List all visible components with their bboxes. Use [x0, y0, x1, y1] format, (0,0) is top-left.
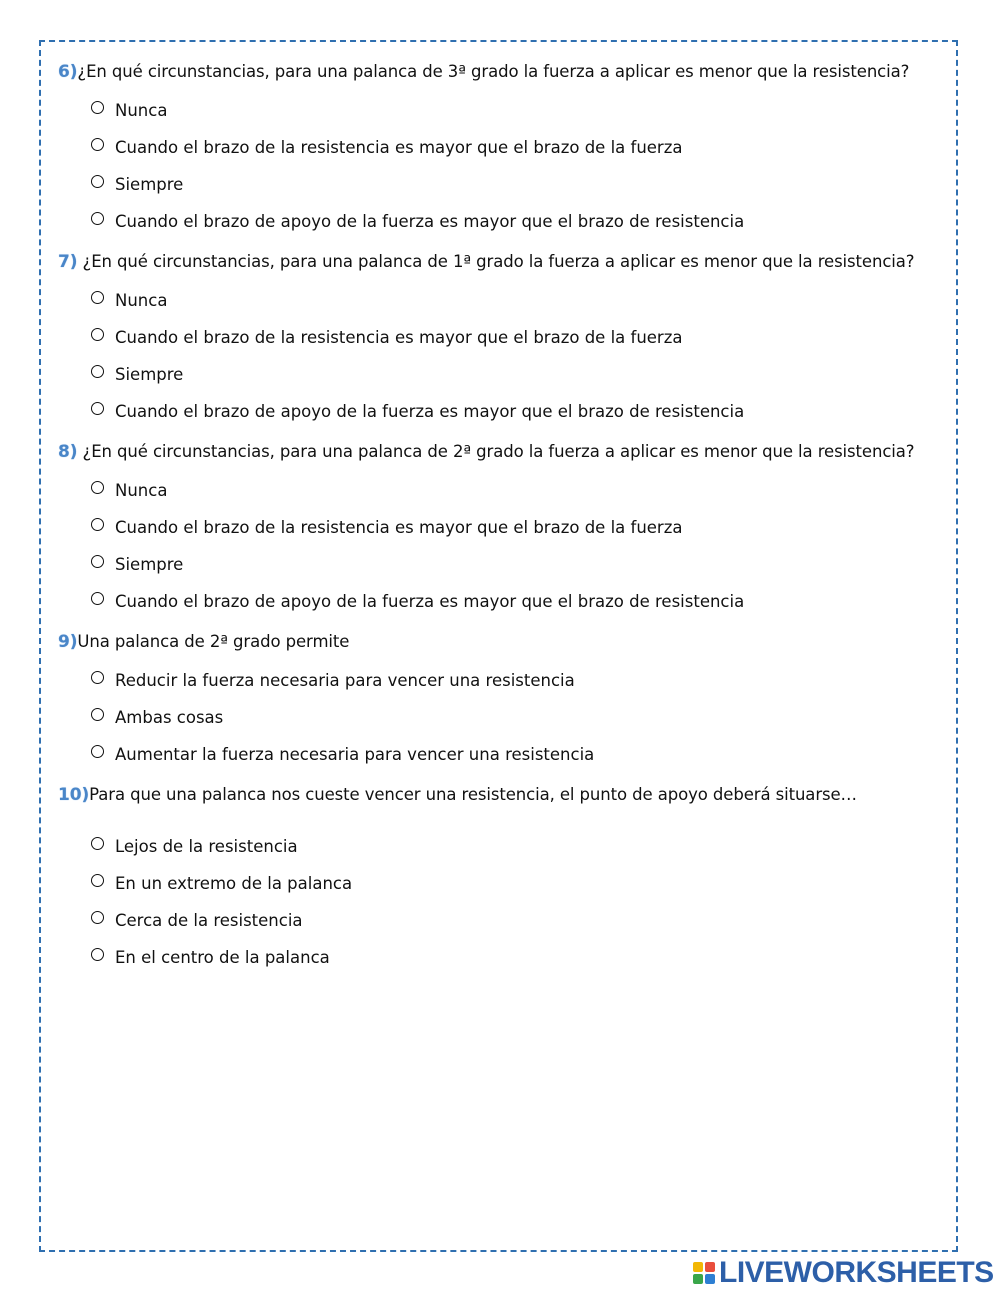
option-label: Siempre	[115, 365, 184, 384]
question-number: 9)	[58, 632, 78, 652]
option-10c[interactable]	[91, 911, 303, 930]
option-label: Cuando el brazo de la resistencia es mayor que el brazo de la fuerza	[115, 138, 683, 157]
radio-circle-icon[interactable]	[91, 555, 104, 568]
option-8c[interactable]	[91, 555, 183, 574]
radio-circle-icon[interactable]	[91, 402, 104, 415]
option-label: En el centro de la palanca	[115, 948, 330, 967]
option-10b[interactable]	[91, 874, 352, 893]
option-label: Cuando el brazo de apoyo de la fuerza es mayor que el brazo de resistencia	[115, 402, 745, 421]
option-9c[interactable]	[91, 745, 594, 764]
logo-square-v	[693, 1274, 703, 1284]
option-7a[interactable]	[91, 291, 167, 310]
radio-circle-icon[interactable]	[91, 911, 104, 924]
radio-circle-icon[interactable]	[91, 365, 104, 378]
question-6	[58, 62, 909, 82]
option-label: Nunca	[115, 481, 168, 500]
option-label: Lejos de la resistencia	[115, 837, 298, 856]
question-text: Para que una palanca nos cueste vencer una resistencia, el punto de apoyo deberá situarse…	[89, 785, 857, 804]
option-6b[interactable]	[91, 138, 683, 157]
brand-name: LIVEWORKSHEETS	[719, 1256, 994, 1289]
question-number: 6)	[58, 62, 78, 82]
radio-circle-icon[interactable]	[91, 708, 104, 721]
option-8a[interactable]	[91, 481, 167, 500]
option-label: En un extremo de la palanca	[115, 874, 353, 893]
option-label: Siempre	[115, 175, 184, 194]
option-7d[interactable]	[91, 402, 744, 421]
radio-circle-icon[interactable]	[91, 138, 104, 151]
option-6d[interactable]	[91, 212, 744, 231]
question-10	[58, 785, 857, 805]
radio-circle-icon[interactable]	[91, 874, 104, 887]
question-8	[58, 442, 914, 462]
question-number: 7)	[58, 252, 78, 272]
question-9	[58, 632, 349, 652]
option-label: Reducir la fuerza necesaria para vencer una resistencia	[115, 671, 575, 690]
question-text: ¿En qué circunstancias, para una palanca de 2ª grado la fuerza a aplicar es menor que la resistencia?	[77, 442, 915, 461]
radio-circle-icon[interactable]	[91, 101, 104, 114]
option-6c[interactable]	[91, 175, 183, 194]
question-text: ¿En qué circunstancias, para una palanca de 3ª grado la fuerza a aplicar es menor que la resistencia?	[77, 62, 910, 81]
option-label: Ambas cosas	[115, 708, 224, 727]
question-number: 10)	[58, 785, 90, 805]
question-7	[58, 252, 914, 272]
radio-circle-icon[interactable]	[91, 671, 104, 684]
option-label: Cuando el brazo de la resistencia es mayor que el brazo de la fuerza	[115, 518, 683, 537]
radio-circle-icon[interactable]	[91, 212, 104, 225]
question-text: Una palanca de 2ª grado permite	[77, 632, 350, 651]
option-label: Cuando el brazo de apoyo de la fuerza es mayor que el brazo de resistencia	[115, 592, 745, 611]
radio-circle-icon[interactable]	[91, 328, 104, 341]
logo-square-l	[693, 1262, 703, 1272]
option-label: Nunca	[115, 101, 168, 120]
question-text: ¿En qué circunstancias, para una palanca de 1ª grado la fuerza a aplicar es menor que la resistencia?	[77, 252, 915, 271]
radio-circle-icon[interactable]	[91, 481, 104, 494]
option-7c[interactable]	[91, 365, 183, 384]
option-8b[interactable]	[91, 518, 683, 537]
radio-circle-icon[interactable]	[91, 948, 104, 961]
option-10a[interactable]	[91, 837, 298, 856]
logo-square-e	[705, 1274, 715, 1284]
option-7b[interactable]	[91, 328, 683, 347]
radio-circle-icon[interactable]	[91, 745, 104, 758]
option-6a[interactable]	[91, 101, 167, 120]
option-label: Siempre	[115, 555, 184, 574]
option-9b[interactable]	[91, 708, 223, 727]
option-label: Cuando el brazo de apoyo de la fuerza es mayor que el brazo de resistencia	[115, 212, 745, 231]
radio-circle-icon[interactable]	[91, 518, 104, 531]
radio-circle-icon[interactable]	[91, 291, 104, 304]
option-label: Cuando el brazo de la resistencia es mayor que el brazo de la fuerza	[115, 328, 683, 347]
option-9a[interactable]	[91, 671, 575, 690]
option-label: Cerca de la resistencia	[115, 911, 303, 930]
logo-square-i	[705, 1262, 715, 1272]
question-number: 8)	[58, 442, 78, 462]
option-10d[interactable]	[91, 948, 330, 967]
option-label: Nunca	[115, 291, 168, 310]
option-label: Aumentar la fuerza necesaria para vencer una resistencia	[115, 745, 595, 764]
radio-circle-icon[interactable]	[91, 837, 104, 850]
liveworksheets-logo-icon	[693, 1262, 715, 1284]
liveworksheets-brand[interactable]	[693, 1256, 994, 1290]
option-8d[interactable]	[91, 592, 744, 611]
radio-circle-icon[interactable]	[91, 592, 104, 605]
radio-circle-icon[interactable]	[91, 175, 104, 188]
